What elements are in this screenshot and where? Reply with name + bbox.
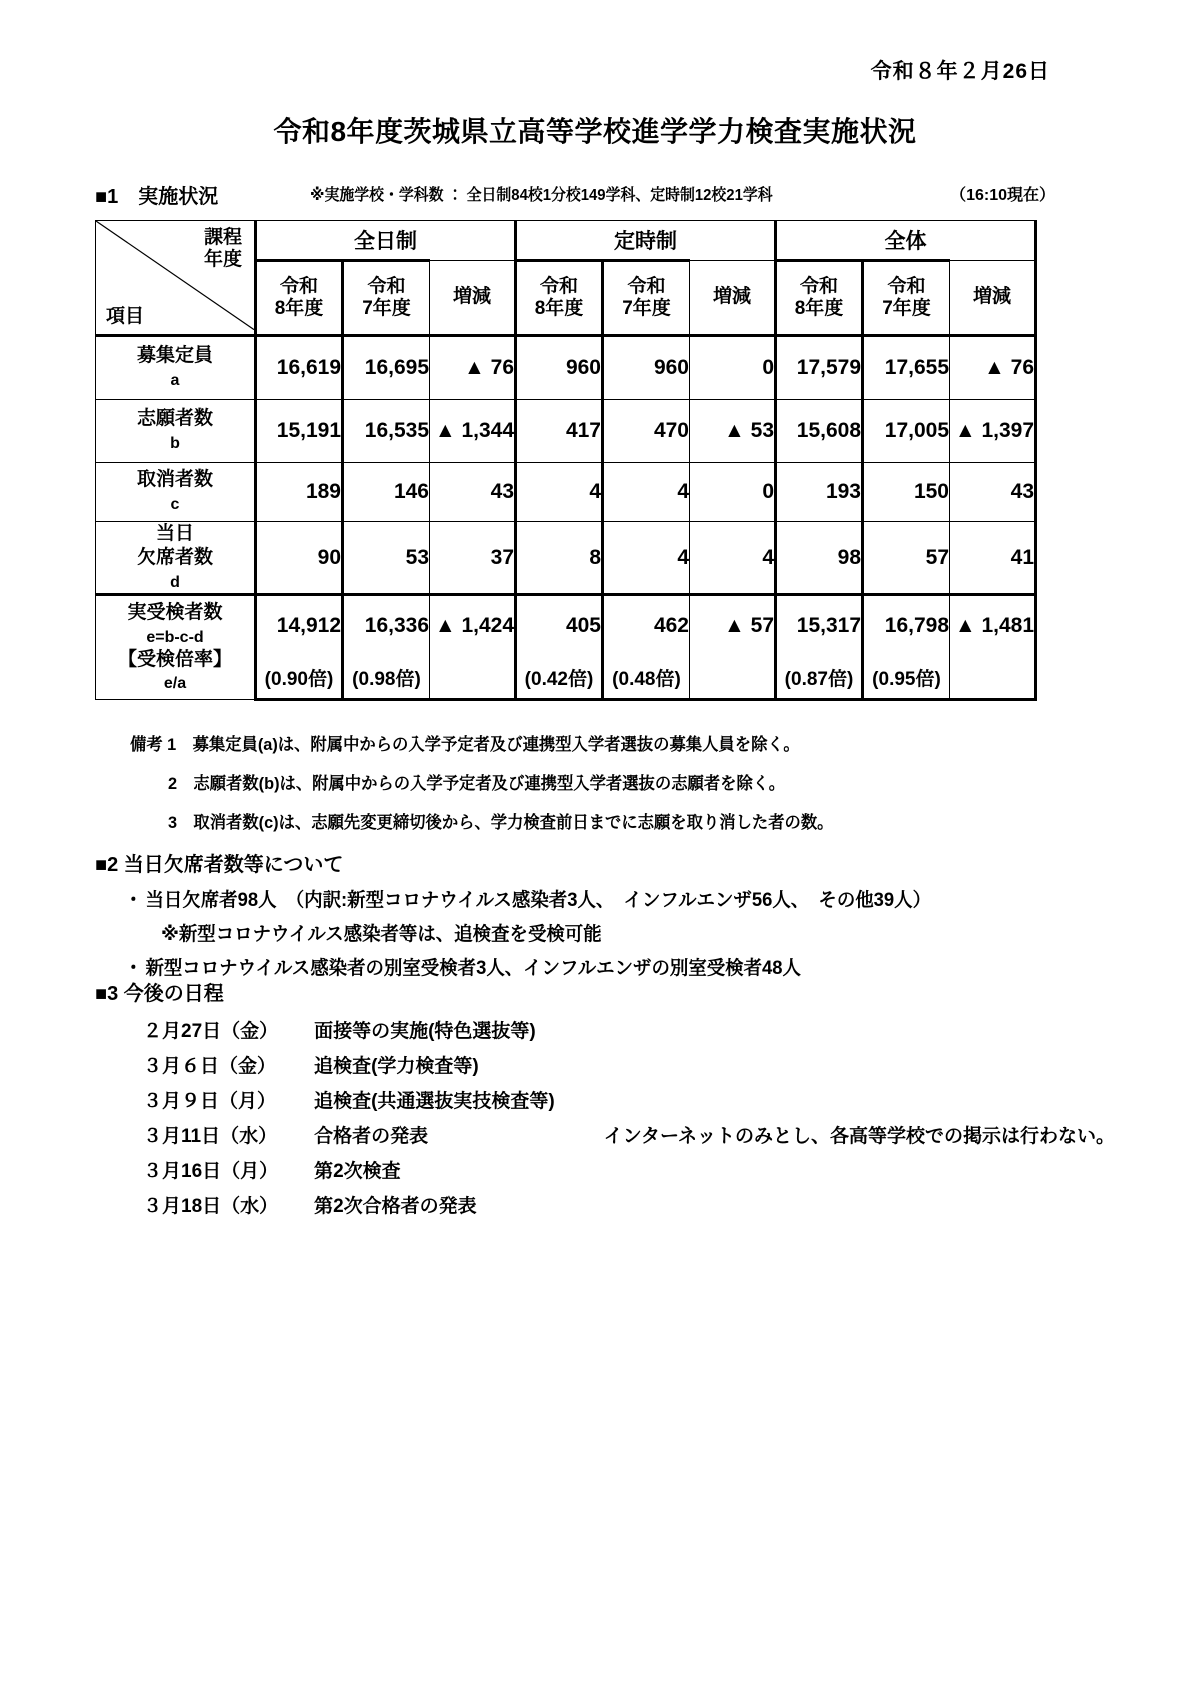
remark-item: 2 志願者数(b)は、附属中からの入学予定者及び連携型入学者選抜の志願者を除く。 (168, 774, 786, 793)
cell-value: 4 (516, 463, 603, 522)
cell-value: 43 (430, 463, 516, 522)
cell-value: 15,317 (776, 595, 863, 657)
cell-value: ▲ 53 (690, 400, 776, 463)
table-row (96, 522, 1036, 595)
schedule-row (95, 1154, 1115, 1189)
group-header-zentai: 全体 (776, 221, 1036, 261)
subheader-year-3: 8年度 (534, 298, 584, 319)
subheader-year-5: 8年度 (794, 298, 844, 319)
cell-value: 16,336 (343, 595, 430, 657)
cell-value: 146 (343, 463, 430, 522)
row-label-shigansha-su (96, 400, 256, 463)
subheader-year-6: 7年度 (882, 298, 931, 319)
schedule-table (95, 1014, 1115, 1224)
bullet-icon: ・ (124, 958, 143, 979)
section1-header (95, 180, 1055, 206)
table-group-header-row (96, 221, 1036, 261)
schedule-desc: 面接等の実施(特色選抜等) (314, 1021, 536, 1042)
cell-value: 193 (776, 463, 863, 522)
subheader-zentai-diff: 増減 (950, 261, 1036, 336)
section2-bullet-1-text: 当日欠席者98人 （内訳:新型コロナウイルス感染者3人、 インフルエンザ56人、 その他39人） (145, 890, 932, 911)
subheader-teiji-r8 (516, 261, 603, 336)
table-row (96, 336, 1036, 400)
cell-value: ▲ 1,481 (950, 595, 1036, 657)
row-label-formula: e=b-c-d (146, 628, 204, 646)
subheader-era-5: 令和 (799, 275, 838, 297)
remarks-block (130, 730, 1060, 847)
section1-heading: ■1 実施状況 (95, 186, 219, 208)
cell-value: 16,798 (863, 595, 950, 657)
table-row (96, 463, 1036, 522)
table-row (96, 595, 1036, 657)
row-label-sub: d (170, 573, 180, 591)
cell-value: 960 (516, 336, 603, 400)
statistics-table (95, 220, 1037, 701)
cell-ratio: (0.98倍) (343, 656, 430, 700)
schedule-desc: 第2次検査 (314, 1161, 401, 1182)
schedule-row (95, 1189, 1115, 1224)
schedule-date: ２月27日（金） (143, 1021, 279, 1042)
group-header-zennichisei: 全日制 (256, 221, 516, 261)
document-date: 令和８年２月26日 (870, 60, 1050, 83)
cell-value: ▲ 76 (950, 336, 1036, 400)
cell-value: 43 (950, 463, 1036, 522)
schedule-desc: 合格者の発表 (314, 1126, 429, 1147)
cell-value: 417 (516, 400, 603, 463)
schedule-row (95, 1119, 1115, 1154)
cell-value: 4 (603, 522, 690, 595)
cell-value: 16,535 (343, 400, 430, 463)
subheader-era-6: 令和 (887, 275, 926, 297)
row-label-torikeshi-su (96, 463, 256, 522)
remark-item: 3 取消者数(c)は、志願先変更締切後から、学力検査前日までに志願を取り消した者の数。 (168, 813, 834, 832)
subheader-zennichi-r7 (343, 261, 430, 336)
cell-value: ▲ 1,397 (950, 400, 1036, 463)
cell-value: 405 (516, 595, 603, 657)
cell-value: 150 (863, 463, 950, 522)
subheader-zentai-r8 (776, 261, 863, 336)
row-label-main: 実受検者数 (127, 602, 223, 624)
cell-value: 189 (256, 463, 343, 522)
schedule-extra (594, 1084, 1115, 1119)
section2-heading: ■2 当日欠席者数等について (95, 854, 344, 876)
row-label-ratio-formula: e/a (163, 674, 187, 692)
table-row (96, 400, 1036, 463)
row-label-boshu-teiin (96, 336, 256, 400)
corner-header-bottom-left: 項目 (106, 306, 145, 327)
cell-value: ▲ 57 (690, 595, 776, 657)
cell-value: 15,191 (256, 400, 343, 463)
cell-ratio (690, 656, 776, 700)
cell-ratio (950, 656, 1036, 700)
schedule-date: ３月16日（月） (143, 1161, 279, 1182)
schedule-date: ３月18日（水） (143, 1196, 279, 1217)
section3-heading: ■3 今後の日程 (95, 983, 224, 1005)
section1-note: ※実施学校・学科数 ： 全日制84校1分校149学科、定時制12校21学科 (310, 187, 773, 204)
cell-value: 8 (516, 522, 603, 595)
row-label-main: 取消者数 (136, 469, 213, 491)
cell-ratio: (0.95倍) (863, 656, 950, 700)
section2-subnote: ※新型コロナウイルス感染者等は、追検査を受検可能 (160, 924, 602, 945)
cell-value: 15,608 (776, 400, 863, 463)
row-label-sub: a (170, 372, 180, 389)
subheader-zennichi-r8 (256, 261, 343, 336)
schedule-date: ３月９日（月） (143, 1091, 277, 1112)
cell-value: ▲ 76 (430, 336, 516, 400)
section1-timestamp: （16:10現在） (950, 187, 1055, 204)
cell-value: 4 (603, 463, 690, 522)
cell-value: 98 (776, 522, 863, 595)
row-label-jitsu-juken-su (96, 595, 256, 700)
cell-value: 53 (343, 522, 430, 595)
section3-block (95, 977, 1115, 1224)
page-title: 令和8年度茨城県立高等学校進学学力検査実施状況 (273, 116, 917, 147)
cell-value: ▲ 1,424 (430, 595, 516, 657)
row-label-main: 志願者数 (136, 408, 213, 430)
section2-bullet-2 (95, 953, 1055, 980)
remark-item: 備考 1 募集定員(a)は、附属中からの入学予定者及び連携型入学者選抜の募集人員を除く。 (130, 735, 800, 754)
schedule-extra (594, 1189, 1115, 1224)
cell-ratio: (0.42倍) (516, 656, 603, 700)
corner-header-cell (96, 221, 256, 336)
schedule-row (95, 1014, 1115, 1049)
cell-value: 16,619 (256, 336, 343, 400)
cell-value: 17,005 (863, 400, 950, 463)
group-header-teijisei: 定時制 (516, 221, 776, 261)
cell-value: 960 (603, 336, 690, 400)
schedule-desc: 追検査(共通選抜実技検査等) (314, 1091, 555, 1112)
schedule-extra: インターネットのみとし、各高等学校での掲示は行わない。 (603, 1126, 1115, 1147)
cell-value: 462 (603, 595, 690, 657)
cell-value: 0 (690, 463, 776, 522)
subheader-era-1: 令和 (279, 275, 318, 297)
schedule-extra (594, 1014, 1115, 1049)
corner-header-top-right (204, 227, 242, 271)
cell-value: 57 (863, 522, 950, 595)
schedule-extra (594, 1049, 1115, 1084)
subheader-year-4: 7年度 (622, 298, 671, 319)
row-label-tojitsu-kesseki-su (96, 522, 256, 595)
cell-ratio: (0.90倍) (256, 656, 343, 700)
subheader-era-2: 令和 (367, 275, 406, 297)
section2-block (95, 848, 1085, 987)
bullet-icon: ・ (124, 890, 143, 911)
schedule-row (95, 1084, 1115, 1119)
cell-value: 470 (603, 400, 690, 463)
statistics-table-wrapper (95, 220, 1035, 701)
cell-ratio: (0.87倍) (776, 656, 863, 700)
cell-value: 4 (690, 522, 776, 595)
row-label-sub: b (170, 435, 180, 452)
cell-value: 14,912 (256, 595, 343, 657)
subheader-era-4: 令和 (627, 275, 666, 297)
row-label-main2: 欠席者数 (136, 546, 213, 568)
schedule-desc: 追検査(学力検査等) (314, 1056, 479, 1077)
schedule-row (95, 1049, 1115, 1084)
cell-ratio: (0.48倍) (603, 656, 690, 700)
cell-ratio (430, 656, 516, 700)
subheader-teiji-diff: 増減 (690, 261, 776, 336)
row-label-sub: c (170, 496, 180, 513)
subheader-zennichi-diff: 増減 (430, 261, 516, 336)
section2-bullet-2-text: 新型コロナウイルス感染者の別室受検者3人、インフルエンザの別室受検者48人 (145, 958, 801, 979)
corner-label-kotei: 課程 (203, 227, 242, 248)
schedule-desc: 第2次合格者の発表 (314, 1196, 477, 1217)
subheader-teiji-r7 (603, 261, 690, 336)
cell-value: 16,695 (343, 336, 430, 400)
schedule-date: ３月６日（金） (143, 1056, 277, 1077)
subheader-year-2: 7年度 (362, 298, 411, 319)
subheader-era-3: 令和 (539, 275, 578, 297)
subheader-year-1: 8年度 (274, 298, 324, 319)
section2-bullet-1 (95, 885, 1055, 912)
row-label-ratio-title: 【受検倍率】 (117, 648, 232, 670)
schedule-date: ３月11日（水） (143, 1126, 278, 1147)
schedule-extra (594, 1154, 1115, 1189)
row-label-main: 当日 (155, 523, 194, 544)
cell-value: 0 (690, 336, 776, 400)
cell-value: ▲ 1,344 (430, 400, 516, 463)
cell-value: 17,655 (863, 336, 950, 400)
cell-value: 41 (950, 522, 1036, 595)
corner-label-nendo: 年度 (203, 248, 242, 270)
cell-value: 37 (430, 522, 516, 595)
cell-value: 90 (256, 522, 343, 595)
cell-value: 17,579 (776, 336, 863, 400)
row-label-main: 募集定員 (136, 345, 213, 367)
subheader-zentai-r7 (863, 261, 950, 336)
